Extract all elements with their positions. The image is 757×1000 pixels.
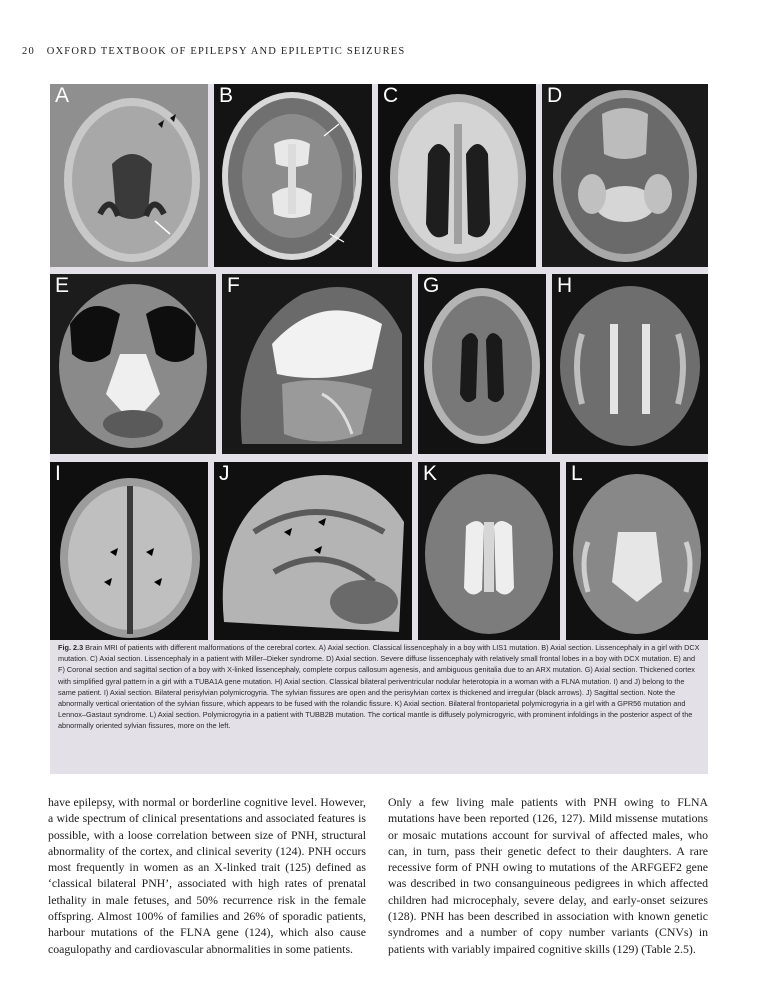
panel-l [566,462,708,640]
mri-image-f [222,274,412,454]
caption-text: Brain MRI of patients with different malformations of the cerebral cortex. A) Axial section. Classical lissencephaly in a boy with LIS1 mutation. B) Axial section. Lissencephaly in a girl with DCX mutation. C) Axial section. Lissencephaly in a patient with Miller–Dieker syndrome. D) Axial section. Severe diffuse lissencephaly with relatively small frontal lobes in a boy with DCX mutation. E) and F) Coronal section and sagittal section of a boy with X-linked lissencephaly, complete corpus callosum agenesis, and ambiguous genitalia due to an ARX mutation. G) Axial section. Thickened cortex with simplified gyral pattern in a girl with a TUBA1A gene mutation. H) Axial section. Classical bilateral periventricular nodular heterotopia in a woman with a FLNA mutation. I) and J) belong to the same patient. I) Axial section. Bilateral perisylvian polymicrogyria. The sylvian fissures are open and the perisylvian cortex is thickened and irregular (black arrows). J) Sagittal section. Note the abnormally vertical orientation of the sylvian fissure, which appears to be fused with the rolandic fissure. K) Axial section. Bilateral frontoparietal polymicrogyria in a girl with a GPR56 mutation and Lennox–Gastaut syndrome. L) Axial section. Polymicrogyria in a patient with TUBB2B mutation. The cortical mantle is diffusely polymicrogyric, with prominent infoldings in the posterior aspect of the abnormally oriented sylvian fissures, more on the left. [58,643,700,731]
panel-b [214,84,372,267]
running-head [22,46,722,57]
panel-label: C [383,84,399,107]
mri-image-a [50,84,208,267]
panel-c [378,84,536,267]
mri-image-i [50,462,208,640]
mri-image-j [214,462,412,640]
panel-label: E [55,274,70,297]
panel-k [418,462,560,640]
panel-label: G [423,274,440,297]
figure-label: Fig. 2.3 [58,643,84,652]
page-number: 20 [22,46,35,57]
panel-label: J [219,462,230,485]
figure-caption [58,642,703,732]
mri-image-l [566,462,708,640]
panel-d [542,84,708,267]
mri-image-h [552,274,708,454]
mri-image-d [542,84,708,267]
figure-2-3 [50,84,708,774]
panel-a [50,84,208,267]
body-text-left-column: have epilepsy, with normal or borderline cognitive level. However, a wide spectrum of clinical presentations and associated features is possible, with a loose correlation between size of PNH, structural abnormality of the cortex, and clinical severity (124). PNH occurs most frequently in women as an X-linked trait (125) defined as ‘classical bilateral PNH’, associated with high rates of prenatal lethality in male fetuses, and 50% recurrence risk in the female offspring. Almost 100% of families and 26% of sporadic patients, harbour mutations of the FLNA gene (124), which also cause coagulopathy and cardiovascular abnormalities in some patients. [48,795,366,956]
mri-image-c [378,84,536,267]
panel-h [552,274,708,454]
panel-label: L [571,462,583,485]
mri-figure-grid [50,84,708,640]
panel-i [50,462,208,640]
panel-j [214,462,412,640]
mri-image-k [418,462,560,640]
panel-label: F [227,274,240,297]
panel-label: H [557,274,573,297]
mri-image-g [418,274,546,454]
panel-g [418,274,546,454]
panel-label: K [423,462,438,485]
panel-e [50,274,216,454]
panel-label: I [55,462,61,485]
panel-label: A [55,84,70,107]
body-text-right-column: Only a few living male patients with PNH owing to FLNA mutations have been reported (126, 127). Mild missense mutations or mosaic mutations account for survival of affected males, who can, in turn, pass their genetic defect to their daughters. A rare recessive form of PNH owing to mutations of the ARFGEF2 gene was described in two consanguineous pedigrees in which affected children had microcephaly, severe delay, and early-onset seizures (128). PNH has been described in association with known genetic syndromes and a number of copy number variants (CNVs) in patients with variably impaired cognitive skills (129) (Table 2.5). [388,795,708,956]
panel-label: B [219,84,234,107]
mri-image-b [214,84,372,267]
mri-image-e [50,274,216,454]
panel-label: D [547,84,563,107]
running-title: OXFORD TEXTBOOK OF EPILEPSY AND EPILEPTIC SEIZURES [46,46,406,57]
panel-f [222,274,412,454]
